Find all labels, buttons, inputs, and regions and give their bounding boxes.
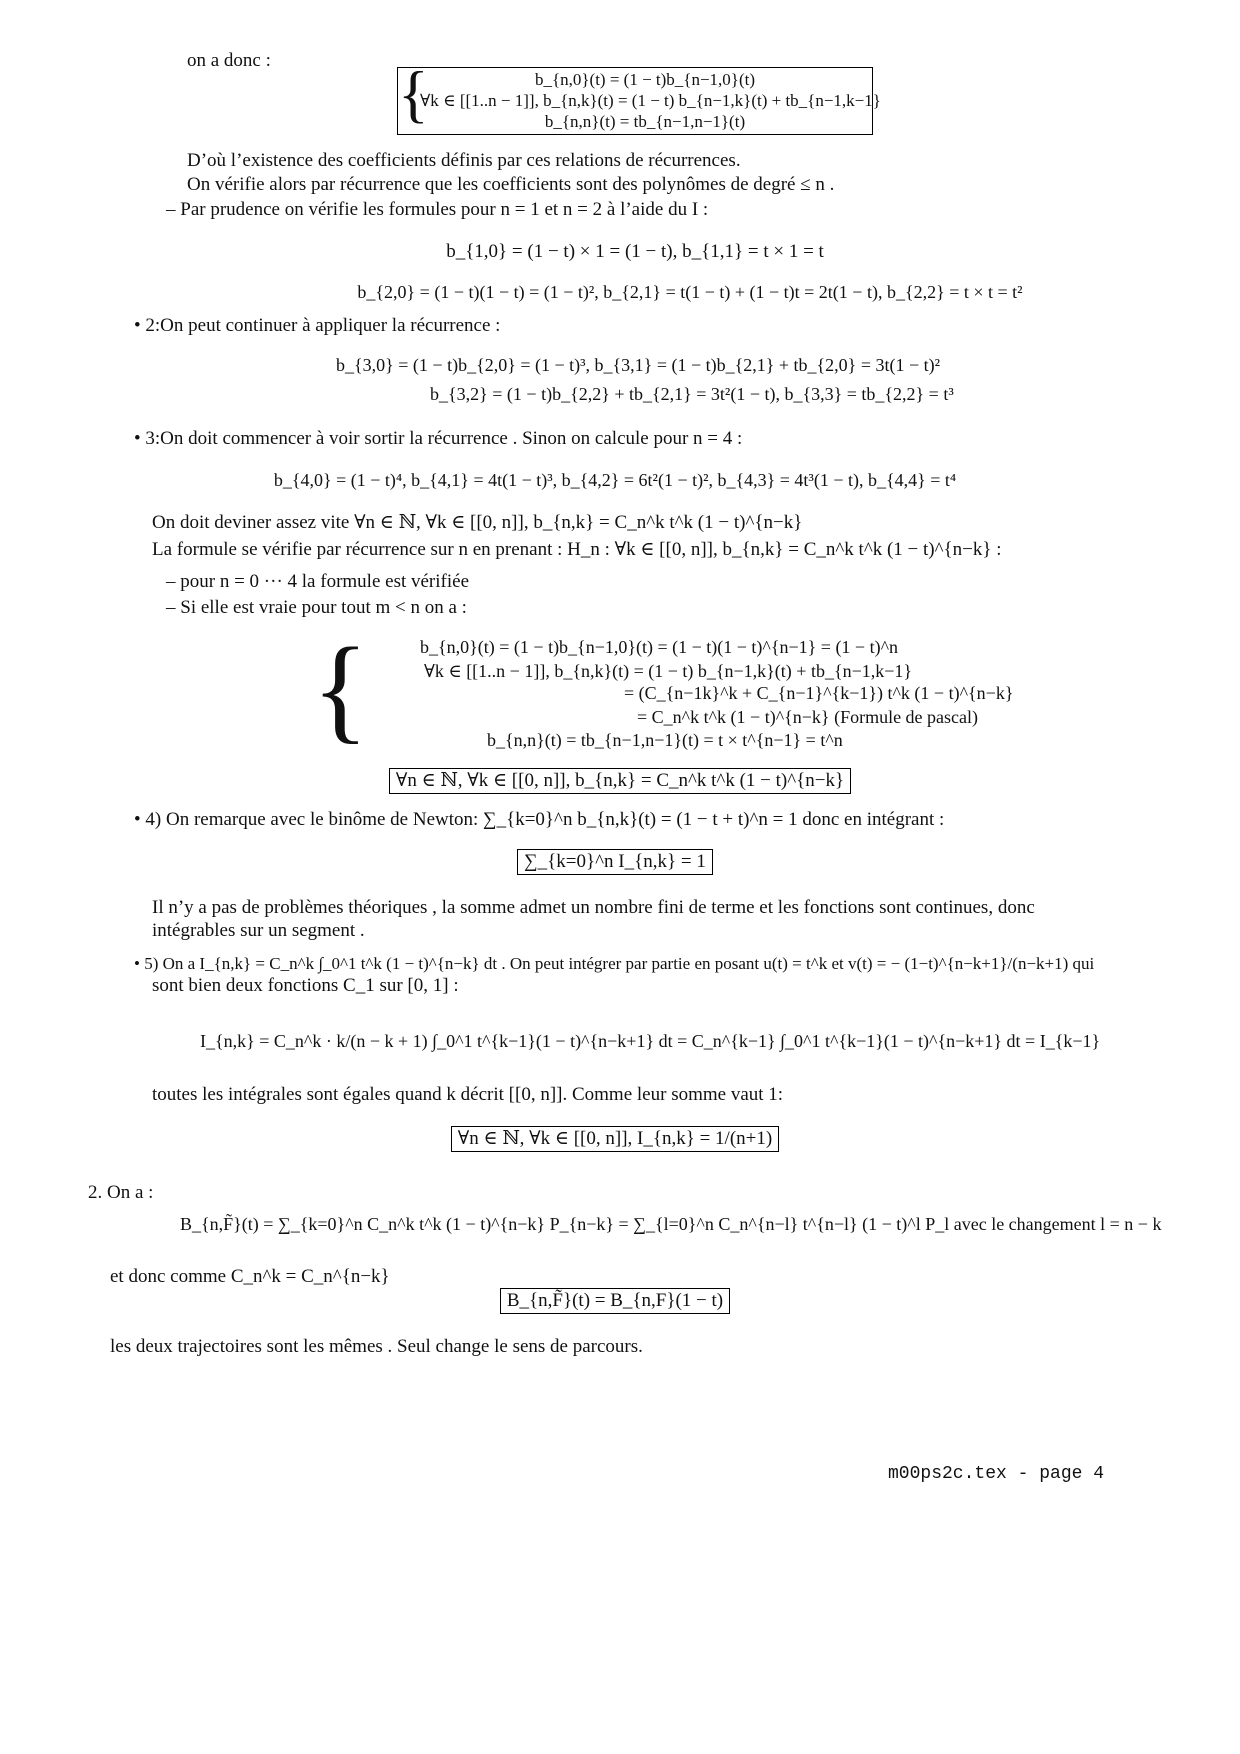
text-line: – Par prudence on vérifie les formules pour n = 1 et n = 2 à l’aide du I : — [166, 199, 709, 220]
equation: b_{n,0}(t) = (1 − t)b_{n−1,0}(t) = (1 − t)(1 − t)^{n−1} = (1 − t)^n — [420, 637, 899, 657]
left-brace: { — [312, 623, 369, 754]
text-line: • 4) On remarque avec le binôme de Newton: ∑_{k=0}^n b_{n,k}(t) = (1 − t + t)^n = 1 donc en intégrant : — [134, 809, 945, 830]
text-line: 2. On a : — [88, 1182, 154, 1203]
equation: ∀k ∈ [[1..n − 1]], b_{n,k}(t) = (1 − t) b_{n−1,k}(t) + tb_{n−1,k−1} — [424, 661, 913, 681]
equation: b_{n,n}(t) = tb_{n−1,n−1}(t) = t × t^{n−1} = t^n — [487, 730, 843, 750]
result-box-container — [400, 849, 830, 875]
text-line: on a donc : — [187, 50, 271, 71]
boxed-result: ∀n ∈ ℕ, ∀k ∈ [[0, n]], b_{n,k} = C_n^k t^k (1 − t)^{n−k} — [389, 768, 851, 794]
result-box-container — [400, 1126, 830, 1152]
equation: b_{4,0} = (1 − t)⁴, b_{4,1} = 4t(1 − t)³, b_{4,2} = 6t²(1 − t)², b_{4,3} = 4t³(1 − t), b_{4,4} = t⁴ — [273, 470, 957, 490]
text-line: • 5) On a I_{n,k} = C_n^k ∫_0^1 t^k (1 − t)^{n−k} dt . On peut intégrer par partie en posant u(t) = t^k et v(t) = − (1−t)^{n−k+1}/(n−k+1) qui — [134, 954, 1095, 973]
text-line: – pour n = 0 ··· 4 la formule est vérifiée — [166, 571, 469, 592]
text-line: et donc comme C_n^k = C_n^{n−k} — [110, 1266, 390, 1287]
text-line: toutes les intégrales sont égales quand k décrit [[0, n]]. Comme leur somme vaut 1: — [152, 1084, 784, 1105]
equation: b_{n,n}(t) = tb_{n−1,n−1}(t) — [544, 112, 746, 131]
text-line: On vérifie alors par récurrence que les coefficients sont des polynômes de degré ≤ n . — [187, 174, 835, 195]
page-footer: m00ps2c.tex - page 4 — [888, 1464, 1105, 1484]
result-box-container — [400, 1288, 830, 1314]
equation: b_{n,0}(t) = (1 − t)b_{n−1,0}(t) — [534, 70, 756, 89]
text-line: sont bien deux fonctions C_1 sur [0, 1] : — [152, 975, 459, 996]
equation: ∀k ∈ [[1..n − 1]], b_{n,k}(t) = (1 − t) b_{n−1,k}(t) + tb_{n−1,k−1} — [420, 91, 881, 110]
text-line: • 2:On peut continuer à appliquer la récurrence : — [134, 315, 501, 336]
left-brace: { — [398, 58, 429, 129]
boxed-result: B_{n,F̃}(t) = B_{n,F}(1 − t) — [500, 1288, 730, 1314]
result-box-container — [300, 768, 940, 794]
boxed-result: ∀n ∈ ℕ, ∀k ∈ [[0, n]], I_{n,k} = 1/(n+1) — [451, 1126, 779, 1152]
equation: = (C_{n−1k}^k + C_{n−1}^{k−1}) t^k (1 − t)^{n−k} — [624, 683, 1014, 703]
text-line: – Si elle est vraie pour tout m < n on a : — [166, 597, 467, 618]
equation: B_{n,F̃}(t) = ∑_{k=0}^n C_n^k t^k (1 − t)^{n−k} P_{n−k} = ∑_{l=0}^n C_n^{n−l} t^{n−l} (1 − t)^l P_l avec le changement l = n − k — [180, 1214, 1162, 1234]
text-line: les deux trajectoires sont les mêmes . Seul change le sens de parcours. — [110, 1336, 643, 1357]
boxed-result: ∑_{k=0}^n I_{n,k} = 1 — [517, 849, 713, 875]
equation: b_{2,0} = (1 − t)(1 − t) = (1 − t)², b_{2,1} = t(1 − t) + (1 − t)t = 2t(1 − t), b_{2,2} = t × t = t² — [357, 282, 1023, 302]
equation: I_{n,k} = C_n^k · k/(n − k + 1) ∫_0^1 t^{k−1}(1 − t)^{n−k+1} dt = C_n^{k−1} ∫_0^1 t^{k−1}(1 − t)^{n−k+1} dt = I_{k−1} — [200, 1031, 1101, 1051]
text-line: intégrables sur un segment . — [152, 920, 365, 941]
text-line: On doit deviner assez vite ∀n ∈ ℕ, ∀k ∈ [[0, n]], b_{n,k} = C_n^k t^k (1 − t)^{n−k} — [152, 512, 803, 533]
equation: b_{3,0} = (1 − t)b_{2,0} = (1 − t)³, b_{3,1} = (1 − t)b_{2,1} + tb_{2,0} = 3t(1 − t)² — [336, 355, 941, 375]
equation: = C_n^k t^k (1 − t)^{n−k} (Formule de pascal) — [637, 707, 979, 727]
text-line: D’où l’existence des coefficients définis par ces relations de récurrences. — [187, 150, 741, 171]
text-line: • 3:On doit commencer à voir sortir la récurrence . Sinon on calcule pour n = 4 : — [134, 428, 743, 449]
equation: b_{1,0} = (1 − t) × 1 = (1 − t), b_{1,1} = t × 1 = t — [446, 241, 824, 262]
text-line: La formule se vérifie par récurrence sur n en prenant : H_n : ∀k ∈ [[0, n]], b_{n,k} = C_n^k t^k (1 − t)^{n−k} : — [152, 539, 1002, 560]
text-line: Il n’y a pas de problèmes théoriques , la somme admet un nombre fini de terme et les fonctions sont continues, donc — [152, 897, 1035, 918]
equation: b_{3,2} = (1 − t)b_{2,2} + tb_{2,1} = 3t²(1 − t), b_{3,3} = tb_{2,2} = t³ — [430, 384, 954, 404]
